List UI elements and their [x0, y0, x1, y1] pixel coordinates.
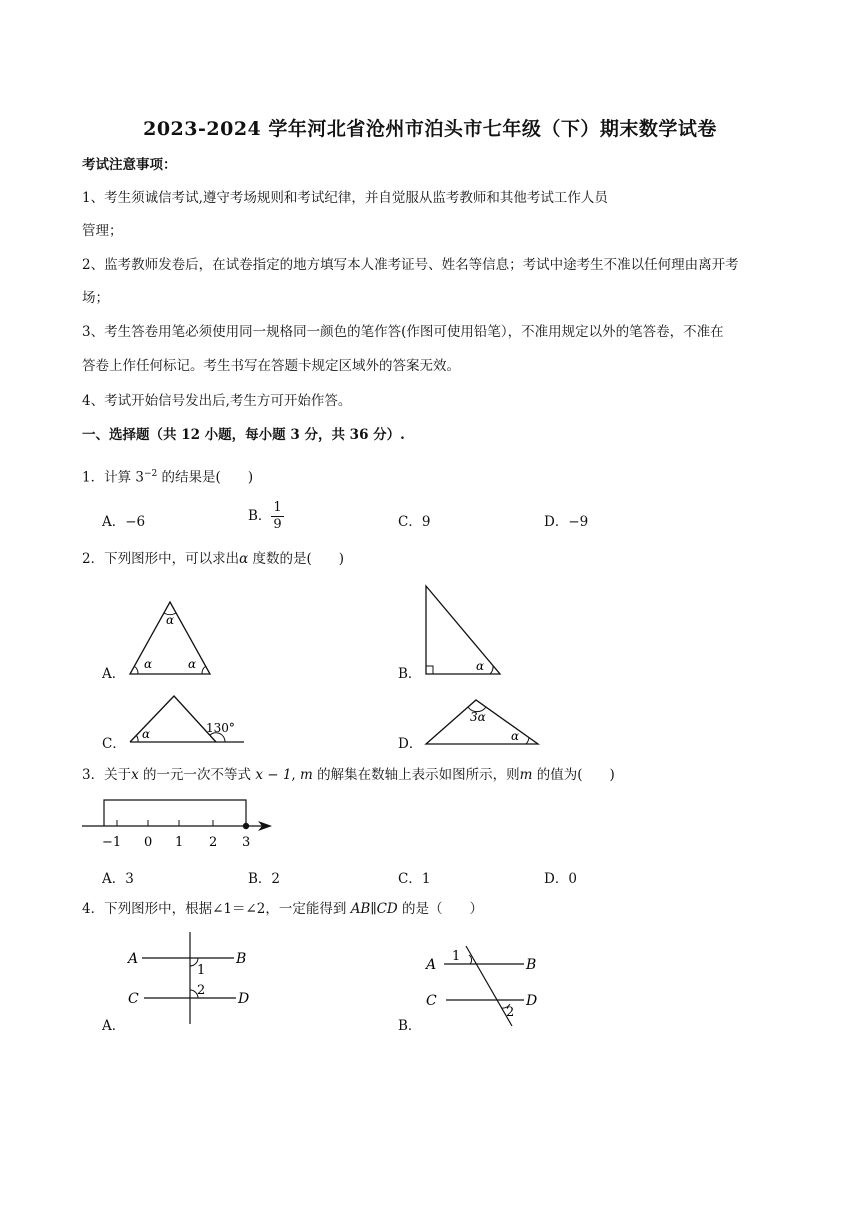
tick-label: 0: [144, 835, 153, 850]
var-m: m: [300, 767, 313, 783]
q1-option-c[interactable]: [398, 510, 430, 530]
option-label: A．: [102, 871, 126, 887]
angle-arc: [202, 666, 206, 674]
q1-suffix: 的结果是( ): [157, 469, 254, 486]
option-label: B．: [248, 871, 272, 887]
tick-label: 3: [242, 835, 251, 850]
alpha-label: α: [188, 657, 197, 671]
page-title: 2023-2024 学年河北省沧州市泊头市七年级（下）期末数学试卷: [143, 118, 717, 140]
q3-mid1: 的一元一次不等式: [138, 767, 256, 783]
q1-option-b[interactable]: [248, 500, 284, 533]
q3-option-c[interactable]: [398, 867, 430, 887]
q2-option-d-label[interactable]: D．: [398, 736, 423, 752]
angle-number: 2: [506, 1005, 515, 1020]
option-value: 9: [421, 514, 431, 530]
q3-option-a[interactable]: [102, 867, 134, 887]
triangle-shape: [426, 586, 500, 674]
alpha-label: α: [142, 727, 151, 741]
point-label: B: [236, 951, 247, 967]
question-3: [82, 765, 615, 785]
right-angle-mark: [426, 666, 433, 674]
point-label: C: [426, 993, 437, 1009]
number-line: [80, 794, 280, 852]
tick-label: 1: [175, 835, 184, 850]
angle-arc: [136, 735, 138, 742]
q2-figure-d: [420, 694, 544, 748]
notice-item-3-cont: 答卷上作任何标记。考生书写在答题卡规定区域外的答案无效。: [82, 358, 460, 374]
q3-mid2: ,: [291, 767, 301, 783]
q4-figure-b: [420, 940, 550, 1030]
question-1: [82, 464, 253, 488]
inequality-expr: x − 1: [255, 767, 292, 783]
q2-option-a-label[interactable]: A．: [102, 666, 126, 682]
angle-arc: [490, 666, 493, 674]
point-label: A: [128, 951, 139, 967]
q1-option-a[interactable]: [102, 510, 145, 530]
option-label: D．: [544, 514, 569, 530]
notice-item-3: 3、考生答卷用笔必须使用同一规格同一颜色的笔作答(作图可使用铅笔），不准用规定以外的笔答卷，不准在: [82, 324, 724, 340]
point-label: C: [128, 991, 139, 1007]
q4-prefix: 4．下列图形中，根据∠1＝∠2，一定能得到: [82, 901, 351, 917]
option-value: −6: [125, 514, 146, 530]
q3-prefix: 3．关于: [82, 767, 132, 783]
angle-arc: [134, 666, 138, 674]
solution-bracket: [104, 800, 246, 826]
point-label: D: [238, 991, 250, 1007]
var-x: x: [131, 767, 139, 783]
q3-option-b[interactable]: [248, 867, 280, 887]
q4-suffix: 的是（ ）: [397, 901, 484, 917]
q2-figure-c: [124, 690, 248, 748]
alpha-label: α: [144, 657, 153, 671]
notice-item-2: 2、监考教师发卷后，在试卷指定的地方填写本人准考证号、姓名等信息；考试中途考生不准以任何理由离开考: [82, 257, 739, 273]
angle-number: 1: [197, 963, 206, 978]
alpha-label: α: [166, 613, 175, 627]
point-label: B: [526, 957, 537, 973]
q2-option-c-label[interactable]: C．: [102, 736, 126, 752]
option-label: D．: [544, 871, 569, 887]
option-value: 1: [421, 871, 431, 887]
option-value: 2: [271, 871, 281, 887]
solid-point: [243, 823, 249, 829]
q2-prefix: 2．下列图形中，可以求出: [82, 551, 240, 567]
q4-figure-a: [124, 930, 264, 1026]
notice-item-1: 1、考生须诚信考试,遵守考场规则和考试纪律，并自觉服从监考教师和其他考试工作人员: [82, 190, 608, 206]
alpha-symbol: α: [239, 551, 249, 567]
parallel-relation: AB∥CD: [350, 901, 398, 917]
option-label: A．: [102, 514, 126, 530]
var-m: m: [519, 767, 533, 783]
option-value: 3: [125, 871, 134, 887]
q2-figure-a: [124, 596, 216, 680]
point-label: A: [426, 957, 437, 973]
section-heading: 一、选择题（共 12 小题，每小题 3 分，共 36 分）.: [82, 427, 405, 443]
option-value: −9: [568, 514, 589, 530]
angle-number: 1: [452, 949, 461, 964]
notice-item-1-cont: 管理；: [82, 223, 123, 239]
q4-option-a-label[interactable]: A．: [102, 1018, 126, 1034]
notice-heading: 考试注意事项：: [82, 157, 177, 173]
q2-option-b-label[interactable]: B．: [398, 666, 422, 682]
angle-number: 2: [197, 983, 206, 998]
tick-label: −1: [102, 835, 122, 850]
numerator: 1: [273, 500, 282, 515]
question-4: [82, 899, 483, 919]
question-2: [82, 549, 344, 569]
angle-130-label: 130°: [206, 721, 235, 735]
notice-item-2-cont: 场；: [82, 290, 109, 306]
q3-suffix2: 的值为( ): [532, 767, 615, 783]
alpha-label: α: [511, 729, 520, 743]
option-label: B．: [248, 508, 272, 524]
denominator: 9: [273, 517, 282, 532]
q1-exponent: −2: [143, 469, 158, 479]
q3-option-d[interactable]: [544, 867, 577, 887]
3alpha-label: 3α: [470, 710, 486, 724]
q2-figure-b: [420, 584, 504, 678]
q4-option-b-label[interactable]: B．: [398, 1018, 422, 1034]
q2-suffix: 度数的是( ): [248, 551, 345, 567]
angle-arc: [526, 737, 529, 744]
point-label: D: [526, 993, 538, 1009]
alpha-label: α: [476, 659, 485, 673]
q1-prefix: 1．计算 3: [82, 469, 144, 486]
option-value: 0: [568, 871, 577, 887]
tick-label: 2: [209, 835, 218, 850]
q3-suffix: 的解集在数轴上表示如图所示，则: [312, 767, 520, 783]
q1-option-d[interactable]: [544, 510, 588, 530]
fraction: [271, 500, 283, 533]
angle-arc: [469, 955, 472, 964]
option-label: C．: [398, 514, 422, 530]
notice-item-4: 4、考试开始信号发出后,考生方可开始作答。: [82, 393, 352, 409]
option-label: C．: [398, 871, 422, 887]
